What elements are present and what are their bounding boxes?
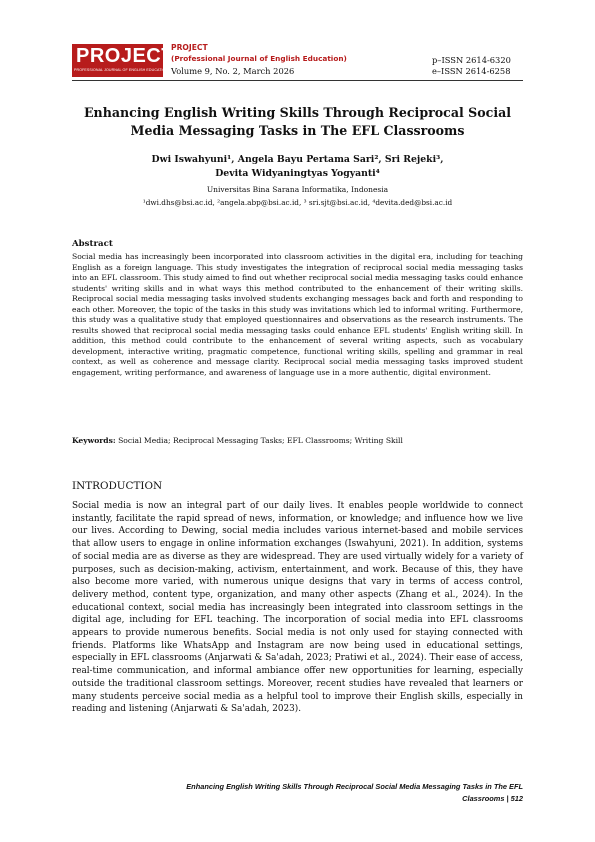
volume-issue: Volume 9, No. 2, March 2026	[171, 66, 295, 76]
paper-title-line: Enhancing English Writing Skills Through Reciprocal Social	[83, 105, 512, 120]
abstract-heading: Abstract	[72, 239, 113, 249]
paper-title	[72, 104, 523, 140]
footer-page-number: Classrooms | 512	[462, 794, 523, 803]
print-issn: p–ISSN 2614-6320	[432, 55, 511, 65]
affiliation: Universitas Bina Sarana Informatika, Indonesia	[206, 185, 389, 194]
introduction-body: Social media is now an integral part of our daily lives. It enables people worldwide to connect instantly, facilitate the rapid spread of news, information, or knowledge; and influence how we live our lives. According to Dewing, social media includes various internet-based and mobile services that allow users to engage in online information exchanges (Iswahyuni, 2021). In addition, systems of social media are as diverse as they are widespread. They are used virtually widely for a variety of purposes, such as decision-making, activism, entertainment, and work. Because of this, they have also become more varied, with numerous unique designs that vary in terms of access control, delivery method, content type, organization, and many other aspects (Zhang et al., 2024). In the educational context, social media has increasingly been integrated into classroom settings in the digital age, including for EFL teaching. The incorporation of social media into EFL classrooms appears to provide numerous benefits. Social media is not only used for staying connected with friends. Platforms like WhatsApp and Instagram are now being used in educational settings, especially in EFL classrooms (Anjarwati & Sa'adah, 2023; Pratiwi et al., 2024). Their ease of access, real-time communication, and informal ambiance offer new opportunities for learning, especially outside the traditional classroom settings. Moreover, recent studies have revealed that learners or many students perceive social media as a helpful tool to improve their English skills, especially in reading and listening (Anjarwati & Sa'adah, 2023).	[72, 501, 523, 715]
author-list	[72, 153, 523, 181]
author-line: Devita Widyaningtyas Yogyanti⁴	[215, 168, 380, 179]
electronic-issn: e–ISSN 2614-6258	[432, 66, 511, 76]
keywords	[72, 436, 523, 446]
journal-subtitle: (Professional Journal of English Education)	[171, 54, 347, 63]
running-footer	[72, 781, 523, 805]
journal-logo	[72, 44, 174, 77]
footer-title-line: Enhancing English Writing Skills Through Reciprocal Social Media Messaging Tasks in The EFL	[186, 782, 523, 791]
abstract-body: Social media has increasingly been incorporated into classroom activities in the digital era, including for teaching English as a foreign language. This study investigates the integration of reciprocal social media messaging tasks into an EFL classroom. This study aimed to find out whether reciprocal social media messaging tasks could enhance students' writing skills and in what ways this method contributed to the enhancement of their writing skills. Reciprocal social media messaging tasks involved students exchanging messages back and forth and responding to each other. Moreover, the topic of the tasks in this study was invitations which led to informal writing. Furthermore, this study was a qualitative study that employed questionnaires and observations as the research instruments. The results showed that reciprocal social media messaging tasks could enhance EFL students' English writing skill. In addition, this method could contribute to the enhancement of several writing aspects, such as vocabulary development, interactive writing, pragmatic competence, functional writing skills, spelling and grammar in real context, as well as coherence and message clarity. Reciprocal social media messaging tasks improved student engagement, writing performance, and awareness of language use in a more authentic, digital environment.	[72, 252, 523, 378]
logo-tagline: PROFESSIONAL JOURNAL OF ENGLISH EDUCATION	[74, 68, 169, 72]
keywords-label: Keywords:	[72, 436, 116, 445]
author-emails: ¹dwi.dhs@bsi.ac.id, ²angela.abp@bsi.ac.id, ³ sri.sjt@bsi.ac.id, ⁴devita.ded@bsi.ac.id	[142, 198, 453, 207]
paper-title-line: Media Messaging Tasks in The EFL Classrooms	[130, 123, 465, 138]
author-line: Dwi Iswahyuni¹, Angela Bayu Pertama Sari², Sri Rejeki³,	[151, 154, 444, 165]
header-divider	[72, 80, 523, 81]
journal-name: PROJECT	[171, 43, 208, 52]
logo-wordmark: PROJECT	[76, 45, 174, 67]
section-heading-introduction: INTRODUCTION	[72, 480, 163, 492]
keywords-list: Social Media; Reciprocal Messaging Tasks; EFL Classrooms; Writing Skill	[118, 436, 403, 445]
